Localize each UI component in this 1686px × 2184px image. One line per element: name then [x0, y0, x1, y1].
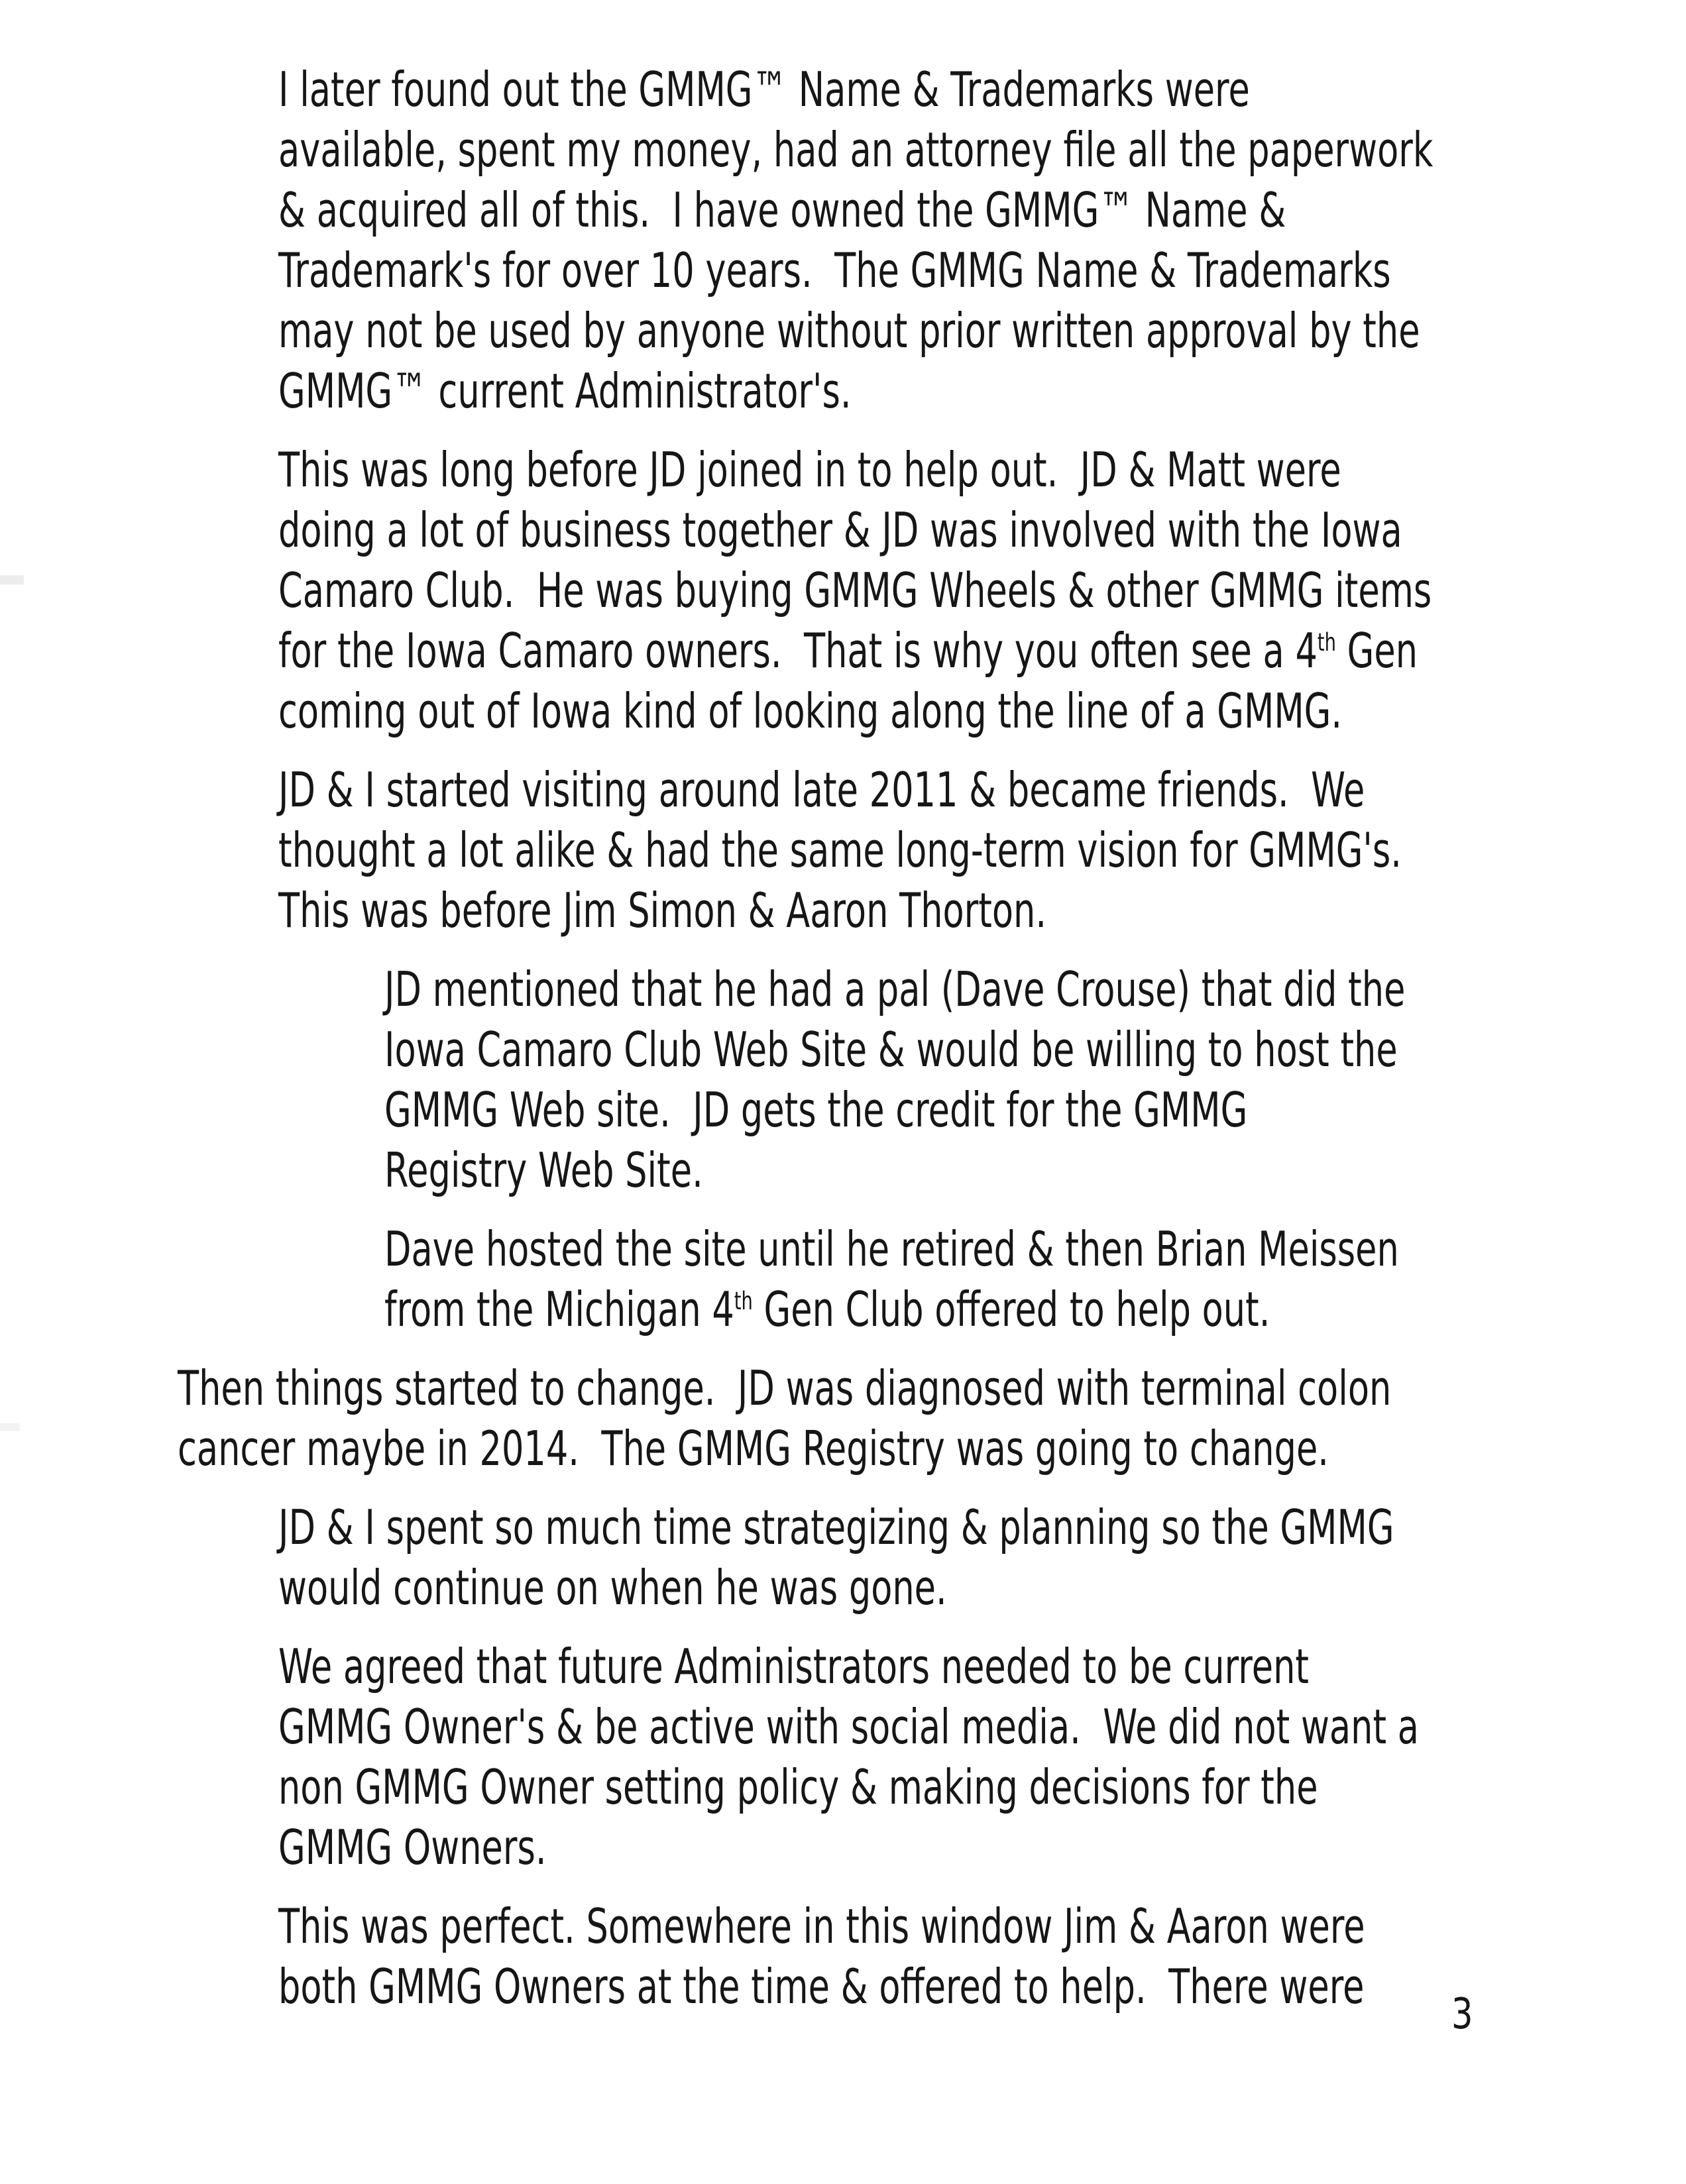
text-run: I later found out the GMMG™ Name & Trademarks were [278, 62, 1250, 117]
text-line [278, 881, 1306, 941]
text-run: may not be used by anyone without prior written approval by the [278, 303, 1420, 358]
text-line [278, 621, 1418, 681]
text-line [384, 1280, 1335, 1340]
text-run: coming out of Iowa kind of looking along the line of a GMMG. [278, 683, 1343, 739]
text-run: both GMMG Owners at the time & offered to help. There were [278, 1959, 1365, 2014]
superscript-ordinal: th [1317, 628, 1336, 657]
text-run: GMMG Owners. [278, 1820, 547, 1875]
paragraph [0, 1498, 1686, 1618]
text-line [178, 1419, 1329, 1479]
text-line [278, 820, 1402, 881]
text-run: Dave hosted the site until he retired & then Brian Meissen [384, 1221, 1399, 1277]
text-line [278, 681, 1343, 741]
document-page [0, 60, 1686, 2036]
text-run: for the Iowa Camaro owners. That is why you often see a 4 [278, 623, 1318, 679]
text-line [278, 561, 1432, 621]
text-run: doing a lot of business together & JD was involved with the Iowa [278, 502, 1402, 558]
text-run: Trademark's for over 10 years. The GMMG Name & Trademarks [278, 243, 1391, 298]
text-run: Then things started to change. JD was diagnosed with terminal colon [178, 1360, 1392, 1416]
paragraph [0, 1637, 1686, 1878]
text-run: cancer maybe in 2014. The GMMG Registry was going to change. [178, 1421, 1329, 1476]
text-run: JD & I started visiting around late 2011 & became friends. We [278, 762, 1365, 818]
paragraph [0, 1219, 1686, 1340]
text-line [178, 1358, 1392, 1419]
text-line [278, 60, 1306, 120]
text-run: Iowa Camaro Club Web Site & would be willing to host the [384, 1022, 1398, 1077]
text-line [278, 1957, 1365, 2017]
text-line [278, 361, 1306, 421]
text-line [384, 1219, 1399, 1280]
text-run: Gen [1335, 623, 1418, 679]
page-number: 3 [1451, 1990, 1473, 2039]
text-line [278, 1558, 1306, 1618]
text-line [278, 1757, 1318, 1818]
text-line [278, 301, 1420, 361]
text-line [278, 500, 1402, 561]
text-run: would continue on when he was gone. [278, 1560, 947, 1615]
text-run: This was long before JD joined in to help out. JD & Matt were [278, 442, 1341, 498]
paragraph [0, 60, 1686, 421]
text-line [384, 1140, 1335, 1201]
text-line [278, 1697, 1419, 1757]
text-run: thought a lot alike & had the same long-term vision for GMMG's. [278, 822, 1402, 878]
paragraph [0, 440, 1686, 741]
text-run: GMMG™ current Administrator's. [278, 363, 852, 419]
text-line [278, 180, 1306, 241]
text-run: & acquired all of this. I have owned the GMMG™ Name & [278, 182, 1286, 238]
text-run: Registry Web Site. [384, 1142, 703, 1198]
text-run: GMMG Web site. JD gets the credit for the GMMG [384, 1082, 1248, 1138]
text-line [278, 1637, 1310, 1697]
paragraph [0, 1358, 1686, 1479]
text-run: JD & I spent so much time strategizing & planning so the GMMG [278, 1500, 1394, 1555]
text-line [278, 760, 1365, 820]
text-line [278, 440, 1341, 500]
paragraph [0, 1896, 1686, 2017]
text-run: Camaro Club. He was buying GMMG Wheels & other GMMG items [278, 563, 1432, 618]
text-line [384, 1080, 1335, 1140]
text-line [384, 959, 1406, 1020]
text-run: This was perfect. Somewhere in this window Jim & Aaron were [278, 1898, 1365, 1954]
text-line [384, 1020, 1398, 1080]
text-run: non GMMG Owner setting policy & making decisions for the [278, 1759, 1318, 1815]
text-run: from the Michigan 4 [384, 1282, 734, 1337]
text-run: JD mentioned that he had a pal (Dave Crouse) that did the [384, 961, 1406, 1017]
superscript-ordinal: th [734, 1286, 753, 1315]
text-line [278, 1818, 1306, 1878]
paragraph [0, 760, 1686, 941]
text-run: GMMG Owner's & be active with social media. We did not want a [278, 1699, 1419, 1755]
text-run: available, spent my money, had an attorney file all the paperwork [278, 122, 1433, 178]
text-line [278, 1896, 1365, 1957]
paragraph [0, 959, 1686, 1201]
text-run: This was before Jim Simon & Aaron Thorton. [278, 883, 1047, 938]
text-line [278, 241, 1391, 301]
text-line [278, 120, 1433, 180]
text-run: We agreed that future Administrators needed to be current [278, 1639, 1310, 1694]
text-line [278, 1498, 1394, 1558]
text-run: Gen Club offered to help out. [752, 1282, 1270, 1337]
